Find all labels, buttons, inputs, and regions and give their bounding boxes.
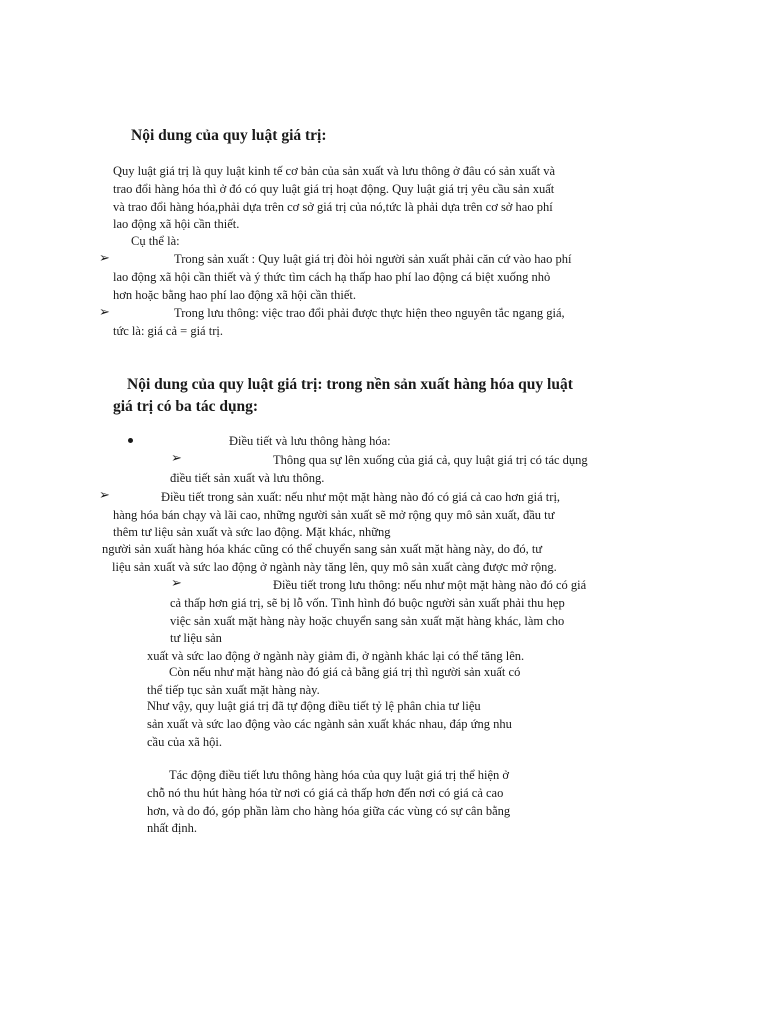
item3-line: xuất và sức lao động ở ngành này giảm đi, ở ngành khác lại có thể tăng lên. [147,649,525,663]
arrow-bullet-icon: ➢ [99,305,110,320]
item2-line: liệu sản xuất và sức lao động ở ngành này tăng lên, quy mô sản xuất càng được mở rộng. [112,560,557,574]
para1-line: Quy luật giá trị là quy luật kinh tế cơ bản của sản xuất và lưu thông ở đâu có sản xuất và [113,164,556,178]
bullet2-line: Trong lưu thông: việc trao đổi phải được thực hiện theo nguyên tắc ngang giá, [174,306,565,320]
item2-line: Điều tiết trong sản xuất: nếu như một mặt hàng nào đó có giá cả cao hơn giá trị, [161,490,561,504]
item2-line: thêm tư liệu sản xuất và sức lao động. Mặt khác, những [113,525,391,539]
bullet1-line: hơn hoặc bằng hao phí lao động xã hội cần thiết. [113,288,357,302]
para-tac-line: nhất định. [147,821,197,835]
heading-2: Nội dung của quy luật giá trị: trong nền sản xuất hàng hóa quy luật [127,376,573,393]
para-tac-line: hơn, và do đó, góp phần làm cho hàng hóa giữa các vùng có sự cân bằng [147,804,511,818]
bullet2-line: tức là: giá cả = giá trị. [113,324,223,338]
para1-line: và trao đổi hàng hóa,phải dựa trên cơ sở giá trị của nó,tức là phải dựa trên cơ sở hao phí [113,200,553,214]
bullet-dot-icon [128,438,133,443]
item3-line: việc sản xuất mặt hàng này hoặc chuyển sang sản xuất mặt hàng khác, làm cho [170,614,565,628]
arrow-bullet-icon: ➢ [99,251,110,266]
arrow-bullet-icon: ➢ [171,576,182,591]
item3-line: cả thấp hơn giá trị, sẽ bị lỗ vốn. Tình hình đó buộc người sản xuất phải thu hẹp [170,596,565,610]
para1-line: lao động xã hội cần thiết. [113,217,240,231]
para-tac-line: Tác động điều tiết lưu thông hàng hóa của quy luật giá trị thể hiện ở [169,768,510,782]
arrow-bullet-icon: ➢ [99,488,110,503]
para-con-line: thể tiếp tục sản xuất mặt hàng này. [147,683,320,697]
dot-item-label: Điều tiết và lưu thông hàng hóa: [229,434,391,448]
bullet1-line: Trong sản xuất : Quy luật giá trị đòi hỏi người sản xuất phải căn cứ vào hao phí [174,252,572,266]
bullet1-line: lao động xã hội cần thiết và ý thức tìm cách hạ thấp hao phí lao động cá biệt xuống nhỏ [113,270,551,284]
para-nhu-line: sản xuất và sức lao động vào các ngành sản xuất khác nhau, đáp ứng nhu [147,717,512,731]
item2-line: người sản xuất hàng hóa khác cũng có thể chuyển sang sản xuất mặt hàng này, do đó, tư [102,542,543,556]
heading-1: Nội dung của quy luật giá trị: [131,127,327,144]
para-nhu-line: Như vậy, quy luật giá trị đã tự động điều tiết tỷ lệ phân chia tư liệu [147,699,481,713]
cu-the-label: Cụ thể là: [131,234,180,248]
item2-line: hàng hóa bán chạy và lãi cao, những người sản xuất sẽ mở rộng quy mô sản xuất, đầu tư [113,508,555,522]
item3-line: Điều tiết trong lưu thông: nếu như một mặt hàng nào đó có giá [273,578,587,592]
item3-line: tư liệu sản [170,631,222,645]
heading-2-continued: giá trị có ba tác dụng: [113,398,259,415]
sub1-line: Thông qua sự lên xuống của giá cả, quy luật giá trị có tác dụng [273,453,588,467]
sub1-line: điều tiết sản xuất và lưu thông. [170,471,325,485]
para-nhu-line: cầu của xã hội. [147,735,222,749]
para-tac-line: chỗ nó thu hút hàng hóa từ nơi có giá cả thấp hơn đến nơi có giá cả cao [147,786,504,800]
para-con-line: Còn nếu như mặt hàng nào đó giá cả bằng giá trị thì người sản xuất có [169,665,521,679]
arrow-bullet-icon: ➢ [171,451,182,466]
para1-line: trao đổi hàng hóa thì ở đó có quy luật giá trị hoạt động. Quy luật giá trị yêu cầu sản xuất [113,182,555,196]
